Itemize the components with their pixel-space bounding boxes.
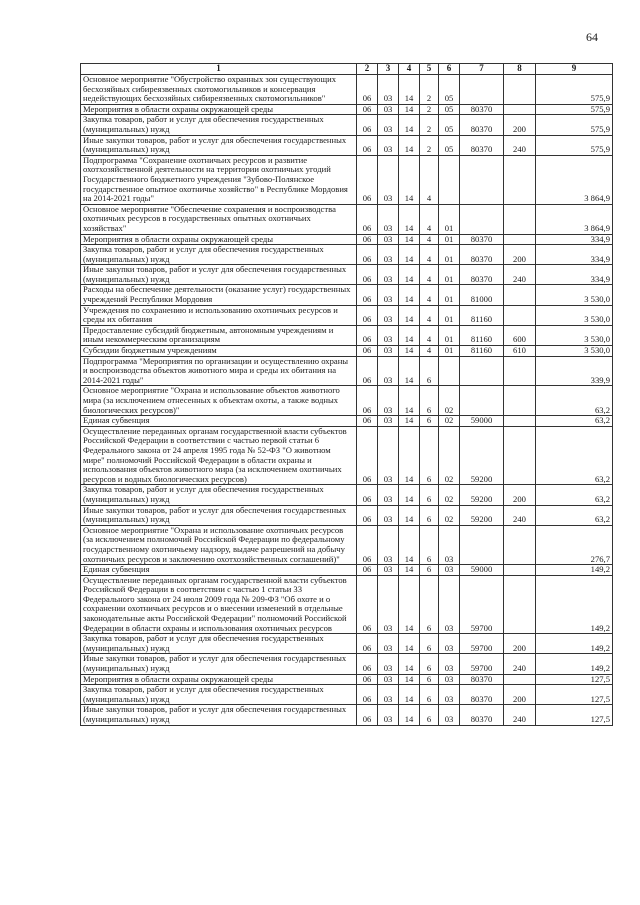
amount: 3 864,9	[536, 204, 613, 234]
expense-type-code	[504, 386, 536, 416]
subsection-code: 03	[378, 505, 399, 525]
program-code: 14	[399, 416, 420, 427]
subprogram-code: 2	[420, 135, 439, 155]
program-code: 14	[399, 485, 420, 505]
row-name: Мероприятия в области охраны окружающей среды	[81, 104, 357, 115]
section-code: 06	[357, 575, 378, 634]
program-code: 14	[399, 135, 420, 155]
row-name: Иные закупки товаров, работ и услуг для обеспечения государственных (муниципальных) нужд	[81, 705, 357, 725]
table-row	[81, 245, 613, 265]
header-cell: 4	[399, 64, 420, 75]
expense-type-code: 240	[504, 265, 536, 285]
subsection-code: 03	[378, 525, 399, 564]
direction-code: 80370	[460, 234, 504, 245]
row-name: Основное мероприятие "Обеспечение сохранения и воспроизводства охотничьих ресурсов в государственных опытных охотничьих хозяйствах"	[81, 204, 357, 234]
subsection-code: 03	[378, 245, 399, 265]
subprogram-code: 2	[420, 115, 439, 135]
subprogram-code: 4	[420, 234, 439, 245]
program-code: 14	[399, 634, 420, 654]
event-code: 03	[439, 685, 460, 705]
expense-type-code: 200	[504, 115, 536, 135]
subprogram-code: 6	[420, 416, 439, 427]
amount: 149,2	[536, 575, 613, 634]
table-row	[81, 674, 613, 685]
amount: 127,5	[536, 705, 613, 725]
event-code: 05	[439, 135, 460, 155]
program-code: 14	[399, 346, 420, 357]
section-code: 06	[357, 565, 378, 576]
row-name: Предоставление субсидий бюджетным, автономным учреждениям и иным некоммерческим организациям	[81, 325, 357, 345]
event-code: 03	[439, 634, 460, 654]
subsection-code: 03	[378, 634, 399, 654]
event-code: 01	[439, 305, 460, 325]
row-name: Закупка товаров, работ и услуг для обеспечения государственных (муниципальных) нужд	[81, 115, 357, 135]
subsection-code: 03	[378, 575, 399, 634]
row-name: Закупка товаров, работ и услуг для обеспечения государственных (муниципальных) нужд	[81, 245, 357, 265]
expense-type-code	[504, 356, 536, 386]
header-row	[81, 64, 613, 75]
table-row	[81, 705, 613, 725]
row-name: Мероприятия в области охраны окружающей среды	[81, 674, 357, 685]
subprogram-code: 6	[420, 356, 439, 386]
section-code: 06	[357, 634, 378, 654]
table-row	[81, 525, 613, 564]
subsection-code: 03	[378, 325, 399, 345]
expense-type-code	[504, 674, 536, 685]
program-code: 14	[399, 705, 420, 725]
direction-code: 59200	[460, 485, 504, 505]
program-code: 14	[399, 75, 420, 105]
amount: 149,2	[536, 654, 613, 674]
amount: 334,9	[536, 234, 613, 245]
amount: 149,2	[536, 565, 613, 576]
subsection-code: 03	[378, 705, 399, 725]
event-code: 02	[439, 416, 460, 427]
subsection-code: 03	[378, 356, 399, 386]
event-code: 01	[439, 325, 460, 345]
row-name: Подпрограмма "Мероприятия по организации и осуществлению охраны и воспроизводства объектов животного мира и среды их обитания на 2014-2021 годы"	[81, 356, 357, 386]
program-code: 14	[399, 265, 420, 285]
event-code: 03	[439, 654, 460, 674]
row-name: Закупка товаров, работ и услуг для обеспечения государственных (муниципальных) нужд	[81, 634, 357, 654]
expense-type-code: 240	[504, 135, 536, 155]
subprogram-code: 6	[420, 386, 439, 416]
direction-code: 59700	[460, 654, 504, 674]
expense-type-code: 240	[504, 654, 536, 674]
section-code: 06	[357, 115, 378, 135]
section-code: 06	[357, 654, 378, 674]
program-code: 14	[399, 305, 420, 325]
section-code: 06	[357, 245, 378, 265]
table-row	[81, 234, 613, 245]
event-code: 03	[439, 674, 460, 685]
row-name: Мероприятия в области охраны окружающей среды	[81, 234, 357, 245]
subsection-code: 03	[378, 685, 399, 705]
section-code: 06	[357, 505, 378, 525]
header-cell: 3	[378, 64, 399, 75]
amount: 63,2	[536, 386, 613, 416]
direction-code: 59700	[460, 575, 504, 634]
direction-code	[460, 155, 504, 204]
expense-type-code	[504, 565, 536, 576]
amount: 127,5	[536, 674, 613, 685]
section-code: 06	[357, 135, 378, 155]
expense-type-code	[504, 525, 536, 564]
table-row	[81, 305, 613, 325]
section-code: 06	[357, 426, 378, 485]
amount: 63,2	[536, 426, 613, 485]
section-code: 06	[357, 155, 378, 204]
amount: 63,2	[536, 505, 613, 525]
section-code: 06	[357, 356, 378, 386]
row-name: Закупка товаров, работ и услуг для обеспечения государственных (муниципальных) нужд	[81, 485, 357, 505]
subprogram-code: 4	[420, 245, 439, 265]
header-cell: 2	[357, 64, 378, 75]
program-code: 14	[399, 565, 420, 576]
amount: 276,7	[536, 525, 613, 564]
direction-code	[460, 204, 504, 234]
direction-code	[460, 386, 504, 416]
direction-code: 80370	[460, 104, 504, 115]
subprogram-code: 6	[420, 525, 439, 564]
row-name: Учреждения по сохранению и использованию охотничьих ресурсов и среды их обитания	[81, 305, 357, 325]
direction-code: 80370	[460, 245, 504, 265]
table-row	[81, 505, 613, 525]
page-number: 64	[586, 30, 598, 44]
table-row	[81, 575, 613, 634]
direction-code: 80370	[460, 685, 504, 705]
expense-type-code	[504, 75, 536, 105]
direction-code	[460, 356, 504, 386]
direction-code	[460, 75, 504, 105]
subprogram-code: 4	[420, 265, 439, 285]
row-name: Основное мероприятие "Обустройство охранных зон существующих бесхозяйных сибиреязвенных скотомогильников и консервация недействующих бесхозяйных сибиреязвенных скотомогильников"	[81, 75, 357, 105]
program-code: 14	[399, 525, 420, 564]
table-row	[81, 104, 613, 115]
section-code: 06	[357, 685, 378, 705]
subprogram-code: 6	[420, 505, 439, 525]
amount: 339,9	[536, 356, 613, 386]
amount: 334,9	[536, 245, 613, 265]
table-row	[81, 386, 613, 416]
expense-type-code: 200	[504, 634, 536, 654]
subsection-code: 03	[378, 135, 399, 155]
subprogram-code: 6	[420, 654, 439, 674]
subsection-code: 03	[378, 234, 399, 245]
direction-code: 59000	[460, 416, 504, 427]
amount: 575,9	[536, 104, 613, 115]
subsection-code: 03	[378, 305, 399, 325]
table-row	[81, 285, 613, 305]
amount: 3 530,0	[536, 325, 613, 345]
subprogram-code: 4	[420, 305, 439, 325]
subsection-code: 03	[378, 416, 399, 427]
section-code: 06	[357, 234, 378, 245]
event-code: 05	[439, 75, 460, 105]
expense-type-code	[504, 234, 536, 245]
direction-code: 81000	[460, 285, 504, 305]
program-code: 14	[399, 285, 420, 305]
amount: 3 864,9	[536, 155, 613, 204]
expense-type-code	[504, 155, 536, 204]
amount: 3 530,0	[536, 305, 613, 325]
event-code: 01	[439, 245, 460, 265]
subprogram-code: 4	[420, 285, 439, 305]
event-code	[439, 356, 460, 386]
table-row	[81, 356, 613, 386]
program-code: 14	[399, 654, 420, 674]
table-row	[81, 685, 613, 705]
subsection-code: 03	[378, 204, 399, 234]
section-code: 06	[357, 325, 378, 345]
program-code: 14	[399, 325, 420, 345]
event-code: 05	[439, 115, 460, 135]
program-code: 14	[399, 204, 420, 234]
direction-code: 59000	[460, 565, 504, 576]
header-cell: 5	[420, 64, 439, 75]
expense-type-code	[504, 426, 536, 485]
direction-code: 81160	[460, 346, 504, 357]
program-code: 14	[399, 234, 420, 245]
subprogram-code: 4	[420, 346, 439, 357]
subsection-code: 03	[378, 115, 399, 135]
amount: 575,9	[536, 135, 613, 155]
subprogram-code: 4	[420, 325, 439, 345]
table-row	[81, 565, 613, 576]
subprogram-code: 6	[420, 685, 439, 705]
direction-code: 80370	[460, 135, 504, 155]
direction-code: 81160	[460, 325, 504, 345]
program-code: 14	[399, 356, 420, 386]
header-cell: 6	[439, 64, 460, 75]
subsection-code: 03	[378, 386, 399, 416]
direction-code: 59200	[460, 505, 504, 525]
table-row	[81, 485, 613, 505]
program-code: 14	[399, 685, 420, 705]
header-cell: 9	[536, 64, 613, 75]
program-code: 14	[399, 505, 420, 525]
subsection-code: 03	[378, 346, 399, 357]
subprogram-code: 2	[420, 104, 439, 115]
subprogram-code: 6	[420, 575, 439, 634]
subsection-code: 03	[378, 565, 399, 576]
subsection-code: 03	[378, 654, 399, 674]
amount: 334,9	[536, 265, 613, 285]
program-code: 14	[399, 104, 420, 115]
direction-code: 80370	[460, 705, 504, 725]
subprogram-code: 4	[420, 204, 439, 234]
table-row	[81, 135, 613, 155]
section-code: 06	[357, 346, 378, 357]
header-cell: 1	[81, 64, 357, 75]
subprogram-code: 6	[420, 634, 439, 654]
row-name: Единая субвенция	[81, 565, 357, 576]
amount: 63,2	[536, 485, 613, 505]
section-code: 06	[357, 265, 378, 285]
table-row	[81, 325, 613, 345]
row-name: Иные закупки товаров, работ и услуг для обеспечения государственных (муниципальных) нужд	[81, 265, 357, 285]
expense-type-code: 610	[504, 346, 536, 357]
row-name: Субсидии бюджетным учреждениям	[81, 346, 357, 357]
subprogram-code: 4	[420, 155, 439, 204]
budget-table	[80, 63, 613, 726]
direction-code: 59200	[460, 426, 504, 485]
subprogram-code: 6	[420, 565, 439, 576]
amount: 127,5	[536, 685, 613, 705]
table-row	[81, 155, 613, 204]
event-code: 03	[439, 565, 460, 576]
section-code: 06	[357, 705, 378, 725]
subsection-code: 03	[378, 265, 399, 285]
table-row	[81, 654, 613, 674]
expense-type-code: 200	[504, 685, 536, 705]
event-code: 02	[439, 505, 460, 525]
expense-type-code	[504, 575, 536, 634]
row-name: Закупка товаров, работ и услуг для обеспечения государственных (муниципальных) нужд	[81, 685, 357, 705]
event-code: 05	[439, 104, 460, 115]
row-name: Иные закупки товаров, работ и услуг для обеспечения государственных (муниципальных) нужд	[81, 135, 357, 155]
event-code: 01	[439, 204, 460, 234]
table-row	[81, 265, 613, 285]
program-code: 14	[399, 245, 420, 265]
expense-type-code: 200	[504, 245, 536, 265]
expense-type-code: 200	[504, 485, 536, 505]
table-row	[81, 416, 613, 427]
event-code: 01	[439, 346, 460, 357]
direction-code: 80370	[460, 674, 504, 685]
row-name: Основное мероприятие "Охрана и использование охотничьих ресурсов (за исключением полномочий Российской Федерации по федеральному государственному охотничьему надзору, выдаче разрешений на добычу охотничьих ресурсов и заключению охотхозяйственных соглашений)"	[81, 525, 357, 564]
event-code: 01	[439, 285, 460, 305]
subprogram-code: 6	[420, 705, 439, 725]
event-code: 01	[439, 265, 460, 285]
event-code	[439, 155, 460, 204]
event-code: 03	[439, 525, 460, 564]
section-code: 06	[357, 485, 378, 505]
expense-type-code	[504, 416, 536, 427]
direction-code: 80370	[460, 115, 504, 135]
row-name: Осуществление переданных органам государственной власти субъектов Российской Федерации в соответствии с частью 1 статьи 33 Федерального закона от 24 июля 2009 года № 209-ФЗ "Об охоте и о сохранении охотничьих ресурсов и о внесении изменений в отдельные законодательные акты Российской Федерации" полномочий Российской Федерации в области охраны и использования охотничьих ресурсов	[81, 575, 357, 634]
header-cell: 8	[504, 64, 536, 75]
expense-type-code	[504, 305, 536, 325]
row-name: Осуществление переданных органам государственной власти субъектов Российской Федерации в соответствии с частью первой статьи 6 Федерального закона от 24 апреля 1995 года № 52-ФЗ "О животном мире" полномочий Российской Федерации в области охраны и использования объектов животного мира (за исключением охотничьих ресурсов и водных биологических ресурсов)	[81, 426, 357, 485]
expense-type-code: 240	[504, 505, 536, 525]
table-body	[81, 75, 613, 726]
subsection-code: 03	[378, 75, 399, 105]
program-code: 14	[399, 674, 420, 685]
event-code: 02	[439, 386, 460, 416]
subprogram-code: 6	[420, 485, 439, 505]
section-code: 06	[357, 674, 378, 685]
subprogram-code: 2	[420, 75, 439, 105]
section-code: 06	[357, 416, 378, 427]
row-name: Основное мероприятие "Охрана и использование объектов животного мира (за исключением отнесенных к объектам охоты, а также водных биологических ресурсов)"	[81, 386, 357, 416]
amount: 3 530,0	[536, 285, 613, 305]
direction-code: 80370	[460, 265, 504, 285]
event-code: 03	[439, 705, 460, 725]
program-code: 14	[399, 575, 420, 634]
expense-type-code: 600	[504, 325, 536, 345]
subsection-code: 03	[378, 485, 399, 505]
program-code: 14	[399, 386, 420, 416]
row-name: Подпрограмма "Сохранение охотничьих ресурсов и развитие охотхозяйственной деятельности на территории охотничьих угодий Государственного бюджетного учреждения "Зубово-Полянское государственное опытное охотничье хозяйство" в Республике Мордовия на 2014-2021 годы"	[81, 155, 357, 204]
subprogram-code: 6	[420, 674, 439, 685]
section-code: 06	[357, 204, 378, 234]
direction-code: 81160	[460, 305, 504, 325]
subsection-code: 03	[378, 674, 399, 685]
row-name: Единая субвенция	[81, 416, 357, 427]
expense-type-code: 240	[504, 705, 536, 725]
program-code: 14	[399, 115, 420, 135]
event-code: 03	[439, 575, 460, 634]
table-row	[81, 426, 613, 485]
program-code: 14	[399, 426, 420, 485]
section-code: 06	[357, 104, 378, 115]
expense-type-code	[504, 285, 536, 305]
section-code: 06	[357, 386, 378, 416]
subsection-code: 03	[378, 104, 399, 115]
subsection-code: 03	[378, 285, 399, 305]
header-cell: 7	[460, 64, 504, 75]
table-row	[81, 75, 613, 105]
expense-type-code	[504, 104, 536, 115]
amount: 63,2	[536, 416, 613, 427]
amount: 575,9	[536, 115, 613, 135]
subsection-code: 03	[378, 426, 399, 485]
subsection-code: 03	[378, 155, 399, 204]
direction-code	[460, 525, 504, 564]
program-code: 14	[399, 155, 420, 204]
direction-code: 59700	[460, 634, 504, 654]
table-row	[81, 204, 613, 234]
section-code: 06	[357, 525, 378, 564]
table-row	[81, 115, 613, 135]
section-code: 06	[357, 305, 378, 325]
row-name: Иные закупки товаров, работ и услуг для обеспечения государственных (муниципальных) нужд	[81, 654, 357, 674]
event-code: 01	[439, 234, 460, 245]
table-row	[81, 346, 613, 357]
amount: 3 530,0	[536, 346, 613, 357]
event-code: 02	[439, 485, 460, 505]
amount: 575,9	[536, 75, 613, 105]
section-code: 06	[357, 285, 378, 305]
table-row	[81, 634, 613, 654]
amount: 149,2	[536, 634, 613, 654]
subprogram-code: 6	[420, 426, 439, 485]
event-code: 02	[439, 426, 460, 485]
row-name: Иные закупки товаров, работ и услуг для обеспечения государственных (муниципальных) нужд	[81, 505, 357, 525]
section-code: 06	[357, 75, 378, 105]
expense-type-code	[504, 204, 536, 234]
row-name: Расходы на обеспечение деятельности (оказание услуг) государственных учреждений Республики Мордовия	[81, 285, 357, 305]
